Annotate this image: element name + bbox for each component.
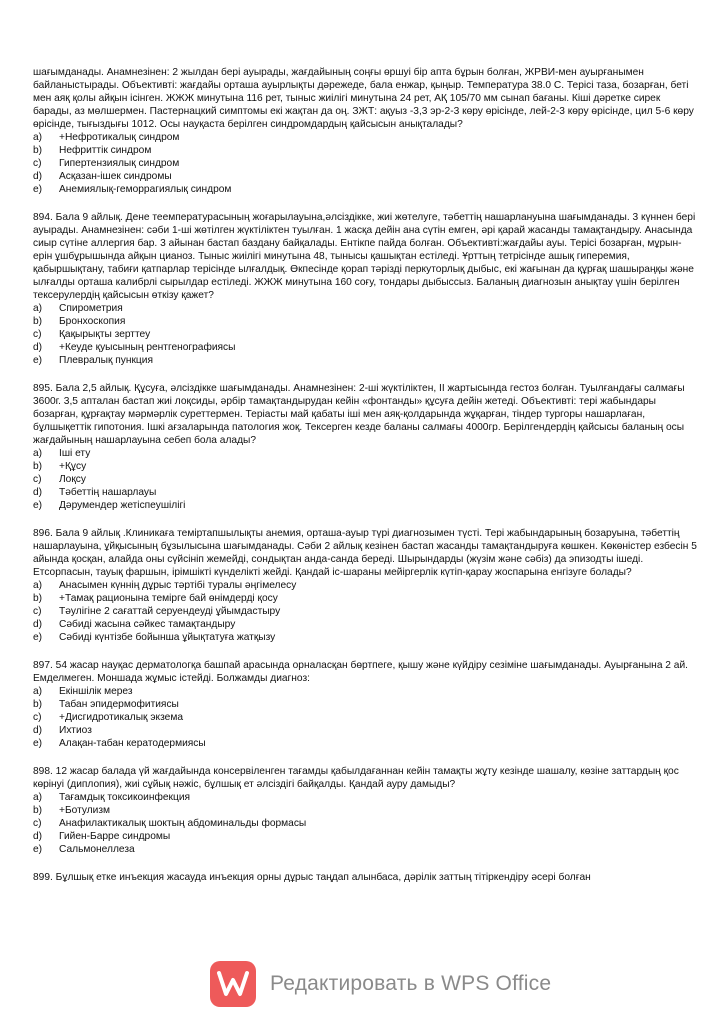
option-text: Асқазан-ішек синдромы	[59, 171, 172, 182]
option-letter: a)	[33, 132, 43, 143]
question-text: 896. Бала 9 айлық .Клиникаға теміртапшылықты анемия, орташа-ауыр түрі диагнозымен түсті. Тері жабындарының бозаруына, тәбеттің нашарлауына, ұйқысының бұзылысына шағымданады. Сәби 2 айлық кезінен бастап жасанды тамақтандыруға көшкен. Көкөністер езбесін 5 айында қосқан, алайда оны сүйсініп жемейді, сондықтан анда-санда береді. Шырындарды (жүзім және сәбіз) да эпизодты ішеді. Етсорпасын, тауық фаршын, ірімшікті күнделікті жейді. Қандай іс-шараны мейіргерлік күтіп-қарау жоспарына енгізуге болады?	[33, 528, 697, 578]
option-text: Бронхоскопия	[59, 316, 126, 327]
option-letter: d)	[33, 487, 43, 498]
question-text: 894. Бала 9 айлық. Дене теемпературасының жоғарылауына,әлсіздікке, жиі жөтелуге, тәбеттің нашарлануына шағымданады. 3 күннен бері ауырады. Анамнезінен: сәби 1-ші жөтілген жүктіліктен туылған. 1 жасқа дейін ана сүтін емген, әрі қарай жасанды тамақтандыру. Анасында сиыр сүтіне аллергия бар. 3 айынан бастап баздану байқалады. Ентікпе пайда болған. Объективті:жағдайы ауы. Терісі бозарған, мұрын-ерін ұшбұрышында айқын цианоз. Тыныс жиілігі минутына 48, тынысы қашықтан естіледі. Ұрттың тетрісінде ашық гиперемия, қабыршықтану, табиғи қатпарлар терісінде ылғалдық. Өкпесінде қорап тәрізді перкуторлық дыбыс, екі жағынан да құрғақ шашыраңқы және ылғалды орташа калибрлі сырылдар естіледі. ЖЖЖ минутына 160 соғу, тондары дыбыссыз. Баланың диагнозын анықтау үшін берілген тексерулердің қайсысын өткізу қажет?	[33, 212, 696, 301]
option-text: Анемиялық-геморрагиялық синдром	[59, 184, 232, 195]
answer-option	[33, 737, 698, 750]
option-letter: d)	[33, 342, 43, 353]
option-letter: b)	[33, 805, 43, 816]
option-text: Дәрумендер жетіспеушілігі	[59, 500, 186, 511]
answer-option	[33, 817, 698, 830]
option-letter: c)	[33, 158, 42, 169]
option-text: Нефриттік синдром	[59, 145, 152, 156]
answer-option	[33, 631, 698, 644]
answer-option	[33, 486, 698, 499]
answer-option	[33, 592, 698, 605]
answer-option	[33, 447, 698, 460]
option-text: Іші ету	[59, 448, 91, 459]
option-letter: e)	[33, 184, 43, 195]
option-letter: d)	[33, 725, 43, 736]
option-text: Екіншілік мерез	[59, 686, 133, 697]
answer-option	[33, 618, 698, 631]
option-letter: c)	[33, 818, 42, 829]
answer-option	[33, 579, 698, 592]
answer-option	[33, 315, 698, 328]
option-text: Гипертензиялық синдром	[59, 158, 180, 169]
option-letter: a)	[33, 580, 43, 591]
option-letter: c)	[33, 474, 42, 485]
question-894	[33, 211, 698, 367]
option-text: Анасымен күннің дұрыс тәртібі туралы әңгімелесу	[59, 580, 297, 591]
option-text: Табан эпидермофитиясы	[59, 699, 179, 710]
option-letter: c)	[33, 329, 42, 340]
answer-option	[33, 354, 698, 367]
answer-option	[33, 302, 698, 315]
option-text: +Кеуде қуысының рентгенографиясы	[59, 342, 236, 353]
document-body	[33, 66, 698, 884]
question-899	[33, 871, 698, 884]
intro-options	[33, 131, 698, 196]
option-letter: b)	[33, 593, 43, 604]
answer-option	[33, 711, 698, 724]
option-text: Алақан-табан кератодермиясы	[59, 738, 206, 749]
option-text: Спирометрия	[59, 303, 123, 314]
option-letter: c)	[33, 712, 42, 723]
option-letter: b)	[33, 145, 43, 156]
question-options	[33, 579, 698, 644]
option-letter: a)	[33, 792, 43, 803]
option-text: +Ботулизм	[59, 805, 111, 816]
answer-option	[33, 843, 698, 856]
question-text: 897. 54 жасар науқас дерматологқа башпай арасында орналасқан бөртпеге, қышу және күйдіру сезіміне шағымданады. Ауырғанына 2 ай. Емделмеген. Моншада жұмыс істейді. Болжамды диагноз:	[33, 660, 688, 684]
option-letter: e)	[33, 355, 43, 366]
option-text: +Нефротикалық синдром	[59, 132, 180, 143]
option-text: Тағамдық токсикоинфекция	[59, 792, 191, 803]
question-897	[33, 659, 698, 750]
option-text: Тәбеттің нашарлауы	[59, 487, 157, 498]
option-letter: a)	[33, 448, 43, 459]
answer-option	[33, 473, 698, 486]
option-text: +Тамақ рационына темірге бай өнімдерді қосу	[59, 593, 278, 604]
option-letter: e)	[33, 500, 43, 511]
option-text: Анафилактикалық шоктың абдоминальды формасы	[59, 818, 307, 829]
wps-edit-label[interactable]: Редактировать в WPS Office	[270, 972, 552, 995]
question-text: 898. 12 жасар балада үй жағдайында консервіленген тағамды қабылдағаннан кейін тамақты жұту кезінде шашалу, көзіне заттардың қос көрінуі (диплопия), жиі сұйық нәжіс, бұлшық ет әлсіздігі байқалды. Қандай ауру дамыды?	[33, 766, 679, 790]
wps-logo-icon	[210, 961, 256, 1007]
question-text: 899. Бұлшық етке инъекция жасауда инъекция орны дұрыс таңдап алынбаса, дәрілік заттың тітіркендіру әсері болған	[33, 872, 591, 883]
question-898	[33, 765, 698, 856]
question-options	[33, 791, 698, 856]
answer-option	[33, 183, 698, 196]
option-letter: d)	[33, 171, 43, 182]
answer-option	[33, 131, 698, 144]
question-895	[33, 382, 698, 512]
option-text: Сәбиді күнтізбе бойынша ұйықтатуға жатқызу	[59, 632, 276, 643]
option-letter: c)	[33, 606, 42, 617]
answer-option	[33, 605, 698, 618]
answer-option	[33, 328, 698, 341]
option-text: Қақырықты зерттеу	[59, 329, 151, 340]
wps-edit-banner[interactable]	[210, 960, 552, 1008]
answer-option	[33, 698, 698, 711]
option-letter: a)	[33, 303, 43, 314]
option-text: +Құсу	[59, 461, 87, 472]
intro-block	[33, 66, 698, 196]
question-options	[33, 447, 698, 512]
option-letter: e)	[33, 844, 43, 855]
answer-option	[33, 170, 698, 183]
option-letter: e)	[33, 632, 43, 643]
option-text: Сальмонеллеза	[59, 844, 135, 855]
option-text: Тәулігіне 2 сағаттай серуендеуді ұйымдастыру	[59, 606, 281, 617]
answer-option	[33, 157, 698, 170]
option-letter: a)	[33, 686, 43, 697]
option-letter: d)	[33, 619, 43, 630]
option-text: Плевралық пункция	[59, 355, 153, 366]
option-letter: b)	[33, 316, 43, 327]
answer-option	[33, 341, 698, 354]
answer-option	[33, 791, 698, 804]
answer-option	[33, 499, 698, 512]
question-options	[33, 302, 698, 367]
question-options	[33, 685, 698, 750]
answer-option	[33, 685, 698, 698]
answer-option	[33, 144, 698, 157]
option-letter: e)	[33, 738, 43, 749]
answer-option	[33, 830, 698, 843]
answer-option	[33, 460, 698, 473]
option-letter: b)	[33, 699, 43, 710]
option-text: Сәбиді жасына сәйкес тамақтандыру	[59, 619, 236, 630]
question-text: 895. Бала 2,5 айлық. Құсуға, әлсіздікке шағымданады. Анамнезінен: 2-ші жүктіліктен, ІІ жартысында гестоз болған. Туылғандағы салмағы 3600г. 3,5 апталан бастап жиі лоқсиды, әрбір тамақтандырудан кейін «фонтанды» құсуға дейін жетеді. Объективті: тері жабындары бозарған, құрғақтау мәрмәрлік суреттермен. Теріасты май қабаты іші мен аяқ-қолдарында жұқарған, тіндер тургоры нашарлаған, бұлшықеттік гипотония. Ішкі ағзаларында патология жоқ. Тексерген кезде баланы салмағы 4000гр. Берілгендердің қайсысы баланың осы жағдайының нашарлауына себеп бола алады?	[33, 383, 685, 446]
option-text: Лоқсу	[59, 474, 86, 485]
option-letter: d)	[33, 831, 43, 842]
answer-option	[33, 804, 698, 817]
question-896	[33, 527, 698, 644]
intro-text: шағымданады. Анамнезінен: 2 жылдан бері ауырады, жағдайының соңғы өршуі бір апта бұрын болған, ЖРВИ-мен ауырғанымен байланыстырады. Объективті: жағдайы орташа ауырлықты дәрежеде, бала енжар, қыңыр. Температура 38.0 С. Терісі таза, бозарған, беті мен аяқ қолы айқын ісінген. ЖЖЖ минутына 116 рет, тыныс жиілігі минутына 24 рет, АҚ 105/70 мм сынап бағаны. Кіші дәретке сирек барады, аз мөлшермен. Пастернацкий симптомы екі жақтан да оң. ЗЖТ: ақуыз -3,3 эр-2-3 көру өрісінде, лей-2-3 көру өрісінде, цил 5-6 көру өрісінде, тығыздығы 1012. Осы науқаста берілген синдромдардың қайсысын анықталады?	[33, 67, 694, 130]
option-text: Гийен-Барре синдромы	[59, 831, 171, 842]
option-text: Ихтиоз	[59, 725, 92, 736]
option-text: +Дисгидротикалық экзема	[59, 712, 184, 723]
answer-option	[33, 724, 698, 737]
option-letter: b)	[33, 461, 43, 472]
